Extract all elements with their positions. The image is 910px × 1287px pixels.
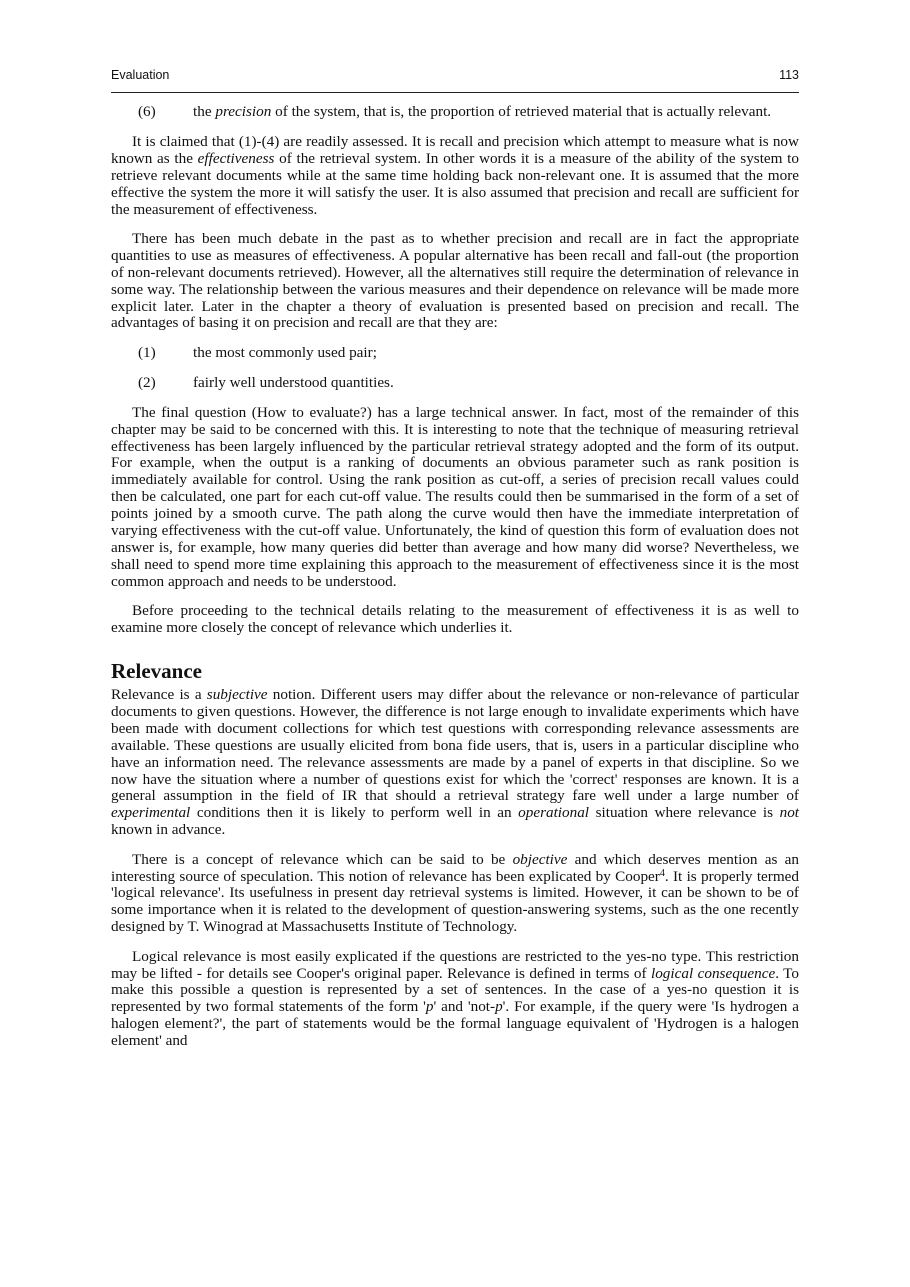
text-run: It is claimed that (1)-(4) are readily assessed. It is recall and precision which attempt to measure what is now known as the: [111, 132, 799, 167]
list-item-2: [111, 375, 799, 392]
text-run: the: [193, 103, 216, 120]
page-body: [111, 104, 799, 1063]
list-item-text: the most commonly used pair;: [193, 343, 377, 361]
chapter-title: Evaluation: [111, 68, 170, 82]
text-run: known in advance.: [111, 821, 226, 839]
page-number: 113: [779, 68, 799, 82]
paragraph-logical-relevance: [111, 949, 799, 1050]
paragraph-final-question: The final question (How to evaluate?) has a large technical answer. In fact, most of the remainder of this chapter may be said to be concerned with this. It is interesting to note that the technique of measuring retrieval effectiveness has been largely influenced by the particular retrieval strategy adopted and the form of its output. For example, when the output is a ranking of documents an obvious parameter such as rank position is immediately available for control. Using the rank position as cut-off, a series of precision recall values could then be calculated, one part for each cut-off value. The results could then be summarised in the form of a set of points joined by a smooth curve. The path along the curve would then have the immediate interpretation of varying effectiveness with the cut-off value. Unfortunately, the kind of question this form of evaluation does not answer is, for example, how many queries did better than average and how many did worse? Nevertheless, we shall need to spend more time explaining this approach to the measurement of effectiveness since it is the most common approach and needs to be understood.: [111, 403, 799, 590]
list-item-6: [111, 104, 799, 121]
text-run: . To make this possible a question is represented by a set of sentences. In the case of a yes-no question it is represented by two formal statements of the form ': [111, 964, 799, 1016]
list-item-1: [111, 345, 799, 362]
text-run: Logical relevance is most easily explicated if the questions are restricted to the yes-no type. This restriction may be lifted - for details see Cooper's original paper. Relevance is defined in terms of: [111, 947, 799, 982]
text-run: '. For example, if the query were 'Is hydrogen a halogen element?', the part of statements would be the formal language equivalent of 'Hydrogen is a halogen element' and: [111, 998, 799, 1050]
emphasis: operational: [518, 804, 590, 822]
text-run: situation where relevance is: [589, 804, 780, 822]
paragraph-before-proceeding: Before proceeding to the technical details relating to the measurement of effectiveness it is as well to examine more closely the concept of relevance which underlies it.: [111, 602, 799, 637]
list-item-text: fairly well understood quantities.: [193, 373, 394, 391]
emphasis: not: [779, 804, 800, 822]
text-run: . It is properly termed 'logical relevance'. Its usefulness in present day retrieval systems is limited. However, it can be shown to be of some importance when it is related to the development of question-answering systems, such as the one recently designed by T. Winograd at Massachusetts Institute of Technology.: [111, 867, 799, 936]
emphasis: logical consequence: [650, 964, 776, 982]
list-item-number: (6): [138, 103, 156, 120]
emphasis: objective: [512, 850, 568, 868]
paragraph-subjective-relevance: [111, 687, 799, 839]
running-header: [111, 64, 799, 93]
emphasis: experimental: [111, 804, 191, 822]
text-run: ' and 'not-: [433, 998, 496, 1016]
list-item-number: (2): [138, 373, 156, 391]
list-item-text: [193, 104, 799, 121]
emphasis: p: [425, 998, 434, 1016]
text-run: conditions then it is likely to perform well in an: [190, 804, 519, 822]
emphasis: subjective: [206, 685, 268, 703]
paragraph-debate: There has been much debate in the past as to whether precision and recall are in fact the appropriate quantities to use as measures of effectiveness. A popular alternative has been recall and fall-out (the proportion of non-relevant documents retrieved). However, all the alternatives still require the determination of relevance in some way. The relationship between the various measures and their dependence on relevance will be made more explicit later. Later in the chapter a theory of evaluation is presented based on precision and recall. The advantages of basing it on precision and recall are that they are:: [111, 229, 799, 332]
paragraph-objective-relevance: [111, 852, 799, 937]
text-run: There is a concept of relevance which can be said to be: [132, 850, 513, 868]
text-run: and which deserves mention as an interesting source of speculation. This notion of relevance has been explicated by Cooper: [111, 850, 800, 885]
emphasis: precision: [215, 103, 272, 120]
paragraph-effectiveness: [111, 134, 799, 219]
emphasis: p: [495, 998, 503, 1016]
emphasis: effectiveness: [197, 149, 275, 167]
text-run: Relevance is a: [111, 685, 207, 703]
text-run: of the system, that is, the proportion of retrieved material that is actually relevant.: [271, 103, 772, 120]
text-run: of the retrieval system. In other words it is a measure of the ability of the system to retrieve relevant documents while at the same time holding back non-relevant one. It is assumed that the more effective the system the more it will satisfy the user. It is also assumed that precision and recall are sufficient for the measurement of effectiveness.: [111, 149, 799, 218]
footnote-reference: 4: [659, 867, 665, 879]
list-item-number: (1): [138, 343, 156, 361]
section-heading-relevance: Relevance: [111, 658, 202, 683]
text-run: notion. Different users may differ about the relevance or non-relevance of particular documents to given questions. However, the difference is not large enough to invalidate experiments which have been made with document collections for which test questions with corresponding relevance assessments are available. These questions are usually elicited from bona fide users, that is, users in a particular discipline who have an information need. The relevance assessments are made by a panel of experts in that discipline. So we now have the situation where a number of questions exist for which the 'correct' responses are known. It is a general assumption in the field of IR that should a retrieval strategy fare well under a large number of: [111, 685, 799, 805]
